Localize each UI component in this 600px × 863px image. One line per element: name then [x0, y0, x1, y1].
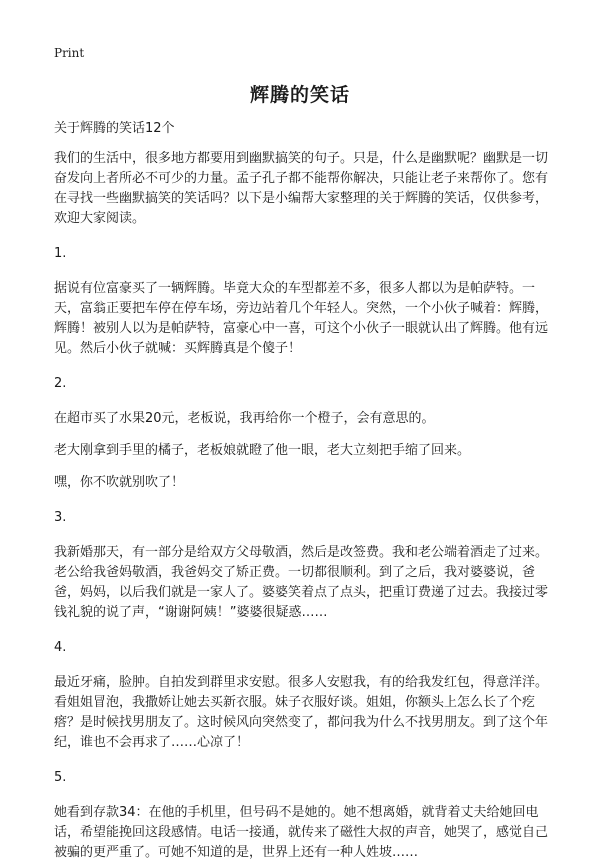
joke-number: 2.	[54, 376, 67, 391]
print-label[interactable]: Print	[54, 46, 85, 60]
joke-number: 3.	[54, 510, 67, 525]
joke-paragraph: 据说有位富豪买了一辆辉腾。毕竟大众的车型都差不多，很多人都以为是帕萨特。一天，富翁正要把车停在停车场，旁边站着几个年轻人。突然，一个小伙子喊着：辉腾，辉腾！被别人以为是帕萨特，富豪心中一喜，可这个小伙子一眼就认出了辉腾。他有远见。然后小伙子就喊：买辉腾真是个傻子！	[54, 281, 549, 356]
joke-number: 5.	[54, 770, 67, 785]
page-title: 辉腾的笑话	[249, 84, 350, 106]
joke-paragraph: 最近牙痛，脸肿。自拍发到群里求安慰。很多人安慰我，有的给我发红包，得意洋洋。看姐姐冒泡，我撒娇让她去买新衣服。妹子衣服好谈。姐姐，你额头上怎么长了个疙瘩？是时候找男朋友了。这时候风向突然变了，都问我为什么不找男朋友。到了这个年纪，谁也不会再求了……心凉了！	[54, 675, 549, 750]
intro-paragraph: 我们的生活中，很多地方都要用到幽默搞笑的句子。只是，什么是幽默呢？幽默是一切奋发向上者所必不可少的力量。孟子孔子都不能帮你解决，只能让老子来帮你了。您有在寻找一些幽默搞笑的笑话吗？以下是小编帮大家整理的关于辉腾的笑话，仅供参考，欢迎大家阅读。	[54, 151, 549, 226]
joke-paragraph: 在超市买了水果20元，老板说，我再给你一个橙子，会有意思的。	[54, 411, 435, 426]
joke-paragraph: 老大刚拿到手里的橘子，老板娘就瞪了他一眼，老大立刻把手缩了回来。	[54, 443, 471, 458]
joke-paragraph: 嘿，你不吹就别吹了！	[54, 475, 185, 490]
joke-number: 4.	[54, 640, 67, 655]
joke-paragraph: 我新婚那天，有一部分是给双方父母敬酒，然后是改签费。我和老公端着酒走了过来。老公给我爸妈敬酒，我爸妈交了矫正费。一切都很顺利。到了之后，我对婆婆说，爸爸，妈妈，以后我们就是一家人了。婆婆笑着点了点头，把重订费递了过去。我接过零钱礼貌的说了声，“谢谢阿姨！”婆婆很疑惑……	[54, 545, 549, 620]
article-subtitle: 关于辉腾的笑话12个	[54, 121, 175, 136]
joke-number: 1.	[54, 246, 67, 261]
joke-paragraph: 她看到存款34：在他的手机里，但号码不是她的。她不想离婚，就背着丈夫给她回电话，希望能挽回这段感情。电话一接通，就传来了磁性大叔的声音，她哭了，感觉自己被骗的更严重了。可她不知道的是，世界上还有一种人姓坡……	[54, 805, 549, 860]
article-body	[54, 119, 554, 863]
